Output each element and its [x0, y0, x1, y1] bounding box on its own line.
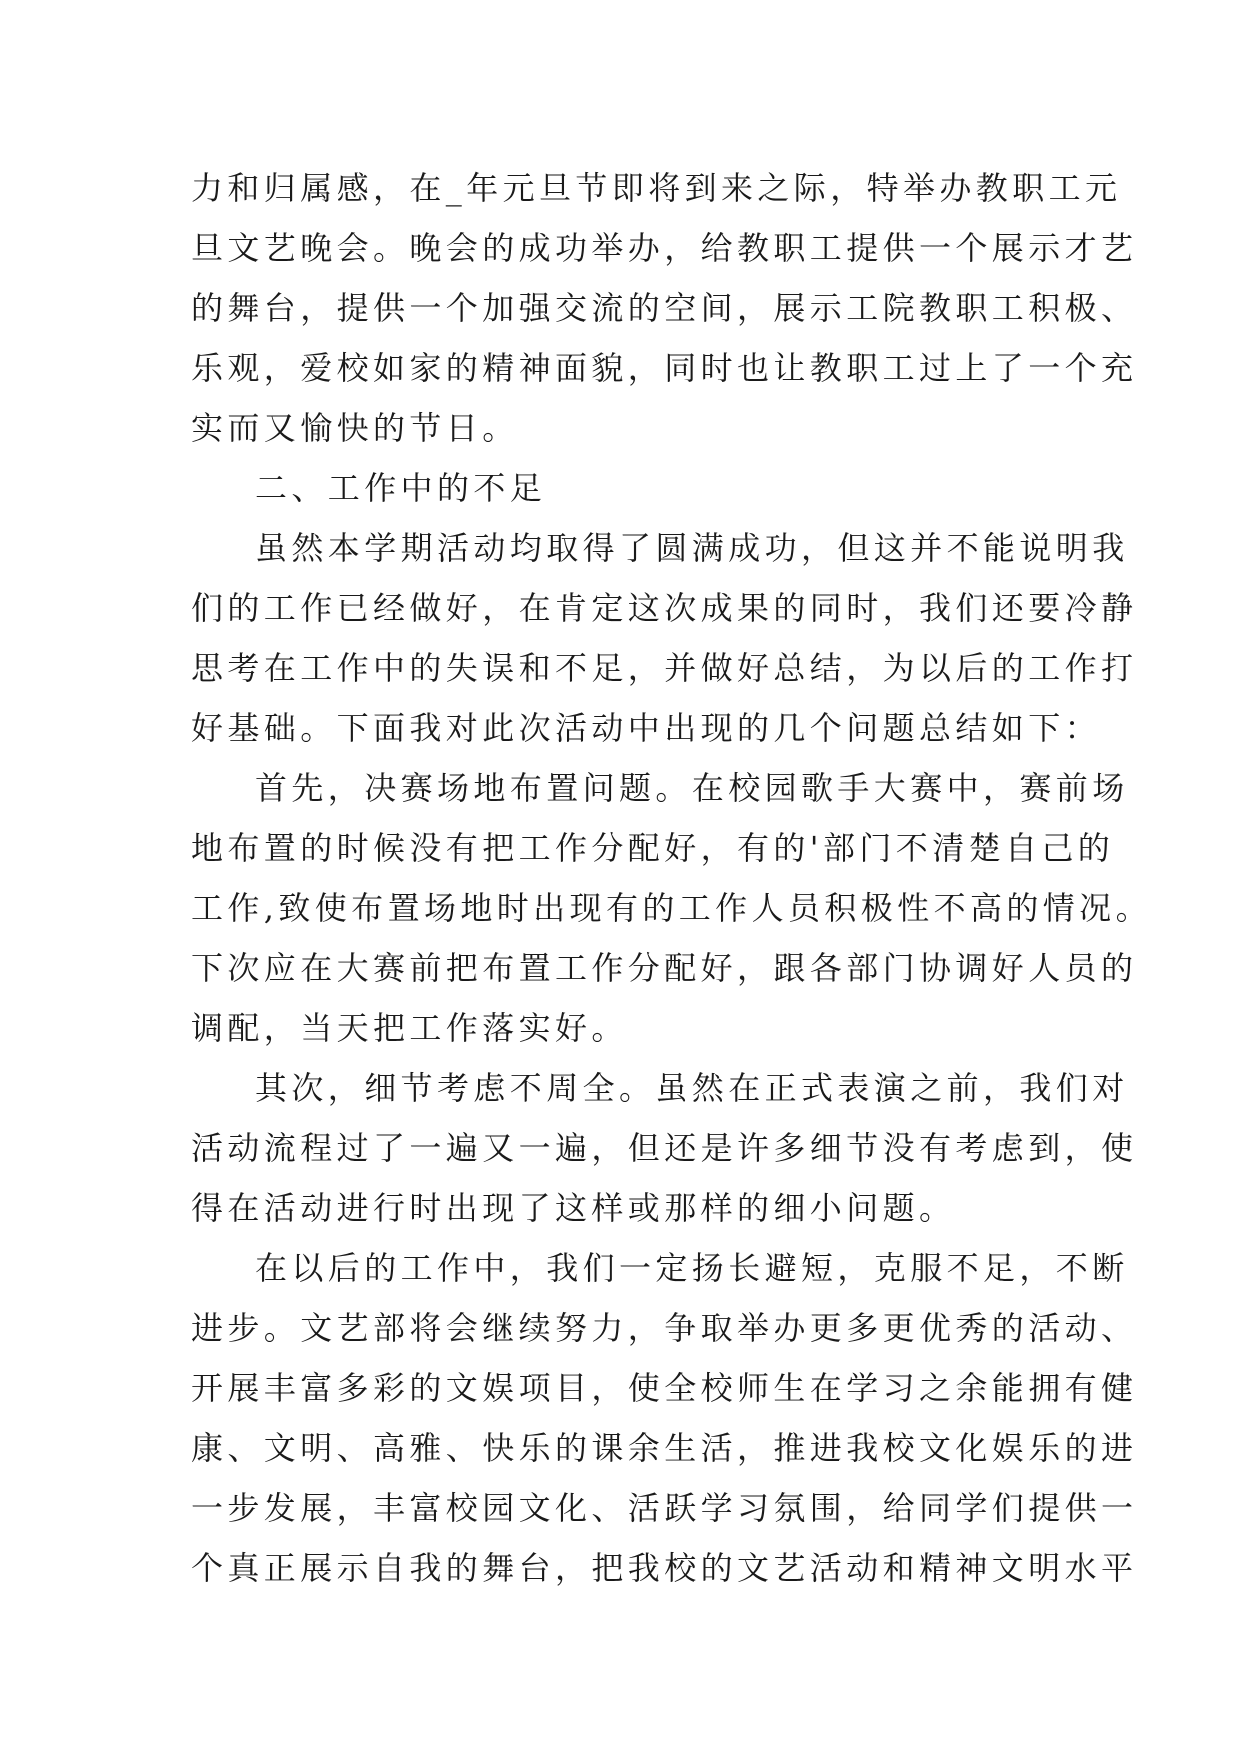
text-line: 活动流程过了一遍又一遍，但还是许多细节没有考虑到，使 — [191, 1129, 1138, 1167]
text-line: 思考在工作中的失误和不足，并做好总结，为以后的工作打 — [191, 649, 1138, 687]
paragraph — [191, 1058, 1138, 1238]
text-line: 工作,致使布置场地时出现有的工作人员积极性不高的情况。 — [191, 889, 1152, 927]
document-body — [191, 158, 1152, 1598]
paragraph — [191, 518, 1138, 758]
text-line: 乐观，爱校如家的精神面貌，同时也让教职工过上了一个充 — [191, 349, 1138, 387]
text-line: 其次，细节考虑不周全。虽然在正式表演之前，我们对 — [255, 1069, 1129, 1107]
text-line: 实而又愉快的节日。 — [191, 409, 519, 447]
text-line: 开展丰富多彩的文娱项目，使全校师生在学习之余能拥有健 — [191, 1369, 1138, 1407]
text-line: 调配，当天把工作落实好。 — [191, 1009, 628, 1047]
text-line: 力和归属感，在_年元旦节即将到来之际，特举办教职工元 — [191, 169, 1122, 207]
text-line: 首先，决赛场地布置问题。在校园歌手大赛中，赛前场 — [255, 769, 1129, 807]
text-line: 个真正展示自我的舞台，把我校的文艺活动和精神文明水平 — [191, 1549, 1138, 1587]
text-line: 的舞台，提供一个加强交流的空间，展示工院教职工积极、 — [191, 289, 1138, 327]
text-line: 旦文艺晚会。晚会的成功举办，给教职工提供一个展示才艺 — [191, 229, 1138, 267]
text-line: 在以后的工作中，我们一定扬长避短，克服不足，不断 — [255, 1249, 1129, 1287]
text-line: 们的工作已经做好，在肯定这次成果的同时，我们还要冷静 — [191, 589, 1138, 627]
text-line: 虽然本学期活动均取得了圆满成功，但这并不能说明我 — [255, 529, 1129, 567]
paragraph — [191, 158, 1138, 458]
text-line: 好基础。下面我对此次活动中出现的几个问题总结如下： — [191, 709, 1102, 747]
paragraph — [191, 1238, 1138, 1598]
text-line: 一步发展，丰富校园文化、活跃学习氛围，给同学们提供一 — [191, 1489, 1138, 1527]
heading-line: 二、工作中的不足 — [255, 469, 547, 507]
text-line: 康、文明、高雅、快乐的课余生活，推进我校文化娱乐的进 — [191, 1429, 1138, 1467]
text-line: 得在活动进行时出现了这样或那样的细小问题。 — [191, 1189, 956, 1227]
section-heading — [191, 458, 1071, 518]
text-line: 下次应在大赛前把布置工作分配好，跟各部门协调好人员的 — [191, 949, 1138, 987]
text-line: 进步。文艺部将会继续努力，争取举办更多更优秀的活动、 — [191, 1309, 1138, 1347]
text-line: 地布置的时候没有把工作分配好，有的'部门不清楚自己的 — [191, 829, 1115, 867]
paragraph — [191, 758, 1152, 1058]
